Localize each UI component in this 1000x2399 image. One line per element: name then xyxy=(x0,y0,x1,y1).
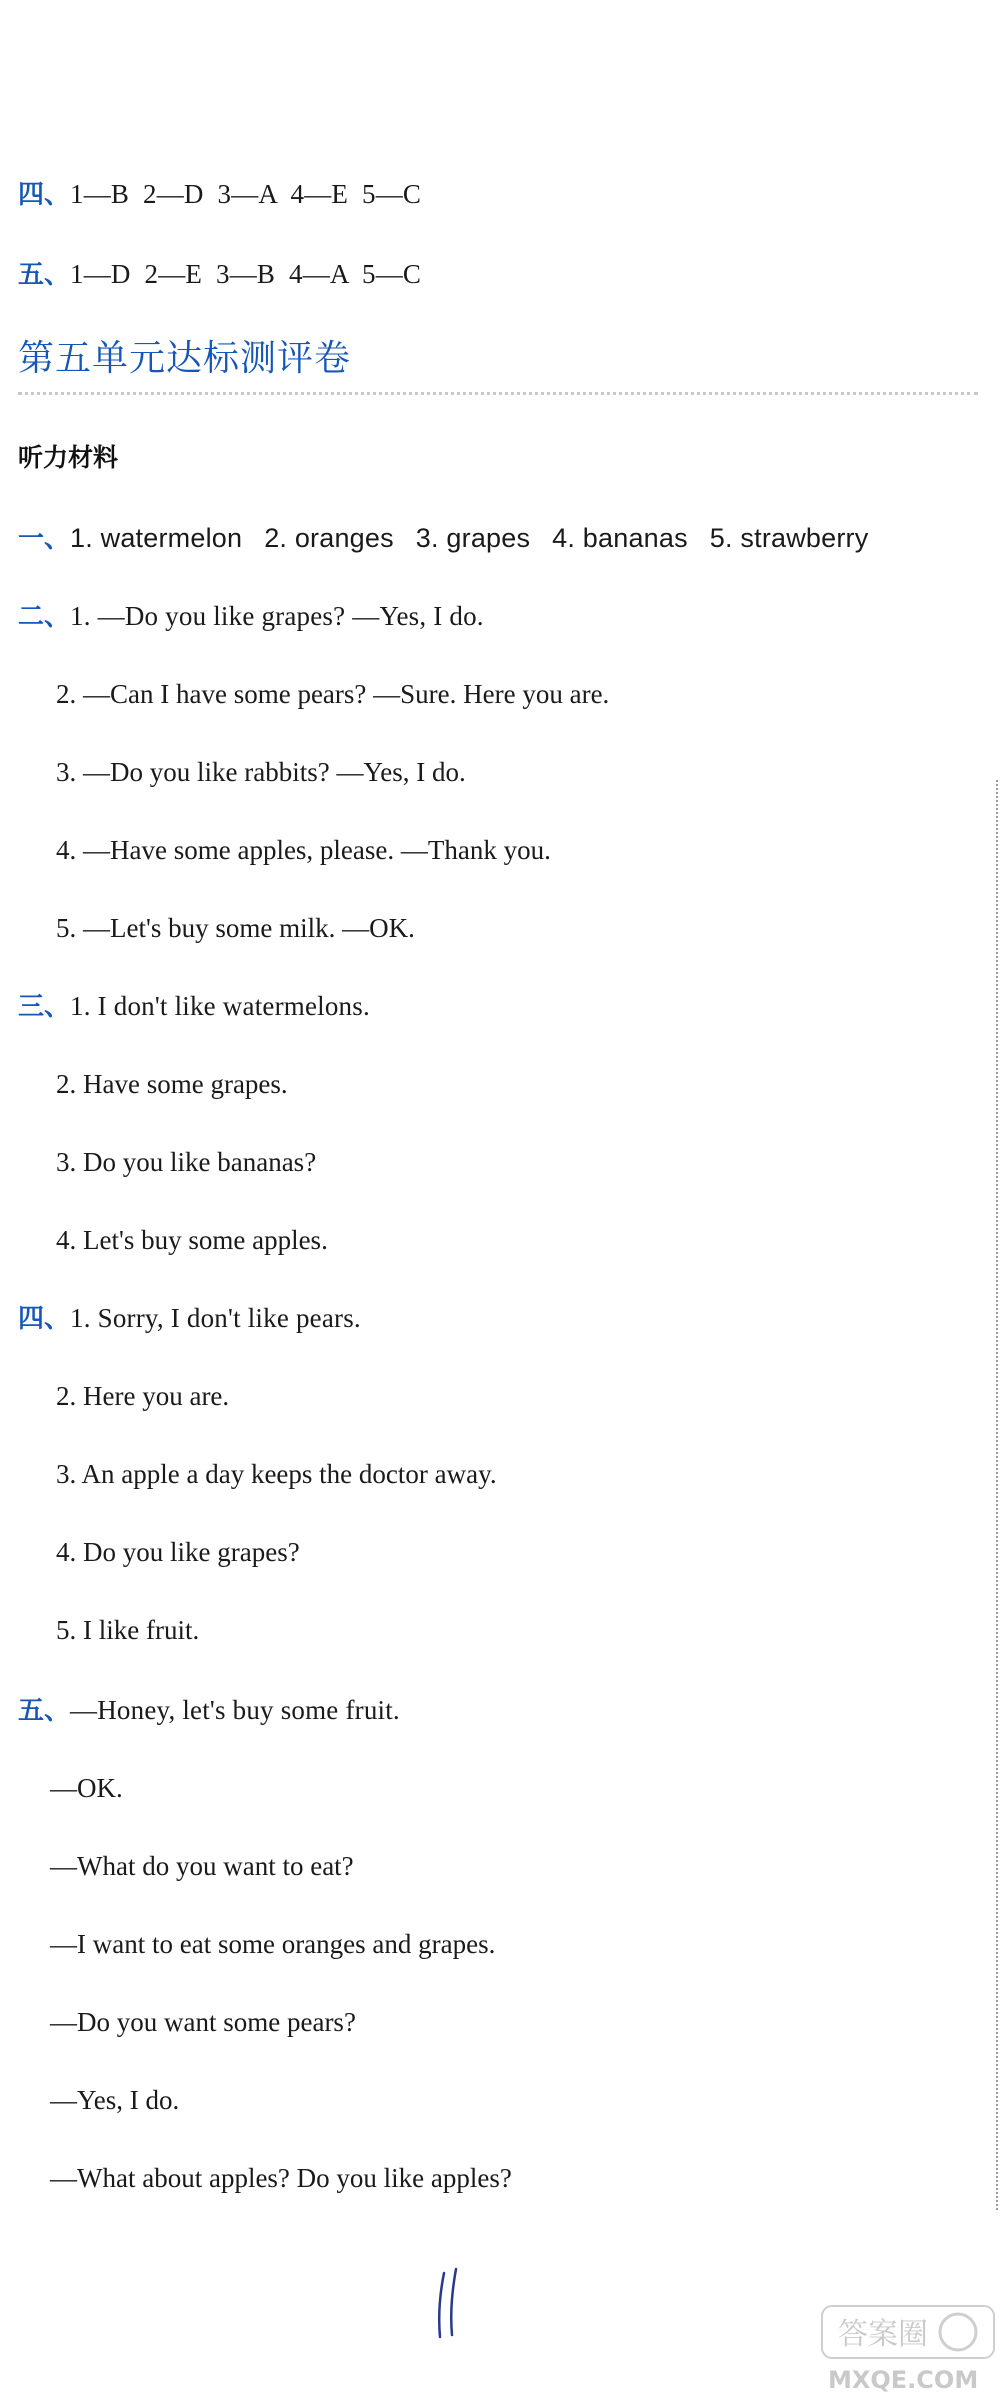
title-divider xyxy=(18,392,978,395)
question-2 xyxy=(18,598,484,635)
list-item: 2. —Can I have some pears? —Sure. Here you are. xyxy=(56,679,610,709)
list-item: 4. —Have some apples, please. —Thank you. xyxy=(56,835,551,865)
question-5 xyxy=(18,1692,400,1729)
margin-dotted-rule xyxy=(996,780,998,2210)
list-item: 4. Do you like grapes? xyxy=(56,1537,300,1567)
list-item: —Honey, let's buy some fruit. xyxy=(70,1695,400,1725)
list-item: —What do you want to eat? xyxy=(50,1851,354,1881)
question-number: 五、 xyxy=(18,260,71,290)
list-item: 5. —Let's buy some milk. —OK. xyxy=(56,913,415,943)
question-number: 四、 xyxy=(18,1304,71,1334)
list-item: 2. oranges xyxy=(264,523,394,553)
question-1 xyxy=(18,520,868,557)
list-item: 3. Do you like bananas? xyxy=(56,1147,317,1177)
unit-title: 第五单元达标测评卷 xyxy=(18,338,352,379)
list-item: 2. Have some grapes. xyxy=(56,1069,288,1099)
handwritten-mark xyxy=(430,2265,470,2345)
list-item: 2. Here you are. xyxy=(56,1381,230,1411)
question-number: 三、 xyxy=(18,992,71,1022)
list-item: —OK. xyxy=(50,1773,123,1803)
list-item: 1. Sorry, I don't like pears. xyxy=(70,1303,361,1333)
question-number: 二、 xyxy=(18,602,71,632)
list-item: 1. I don't like watermelons. xyxy=(70,991,370,1021)
list-item: 3. —Do you like rabbits? —Yes, I do. xyxy=(56,757,466,787)
question-number: 四、 xyxy=(18,180,71,210)
list-item: —What about apples? Do you like apples? xyxy=(50,2163,512,2193)
question-4 xyxy=(18,1300,361,1337)
list-item: —Yes, I do. xyxy=(50,2085,180,2115)
watermark-logo xyxy=(818,2300,998,2396)
answer-line-4 xyxy=(18,176,421,213)
list-item: —Do you want some pears? xyxy=(50,2007,356,2037)
question-3 xyxy=(18,988,370,1025)
list-item: 3. An apple a day keeps the doctor away. xyxy=(56,1459,497,1489)
question-number: 五、 xyxy=(18,1696,71,1726)
watermark-site-text: MXQE.COM xyxy=(828,2366,979,2394)
section-heading: 听力材料 xyxy=(18,443,119,472)
answer-text: 1—D 2—E 3—B 4—A 5—C xyxy=(70,259,422,289)
list-item: 4. Let's buy some apples. xyxy=(56,1225,328,1255)
answer-text: 1—B 2—D 3—A 4—E 5—C xyxy=(70,179,422,209)
list-item: 3. grapes xyxy=(415,523,531,553)
list-item: —I want to eat some oranges and grapes. xyxy=(50,1929,496,1959)
list-item: 4. bananas xyxy=(552,523,688,553)
list-item: 5. strawberry xyxy=(709,523,869,553)
list-item: 1. watermelon xyxy=(70,523,243,553)
list-item: 5. I like fruit. xyxy=(56,1615,200,1645)
question-number: 一、 xyxy=(18,524,71,554)
list-item: 1. —Do you like grapes? —Yes, I do. xyxy=(70,601,484,631)
watermark-logo-text: 答案圈 xyxy=(838,2317,928,2352)
answer-line-5 xyxy=(18,256,421,293)
